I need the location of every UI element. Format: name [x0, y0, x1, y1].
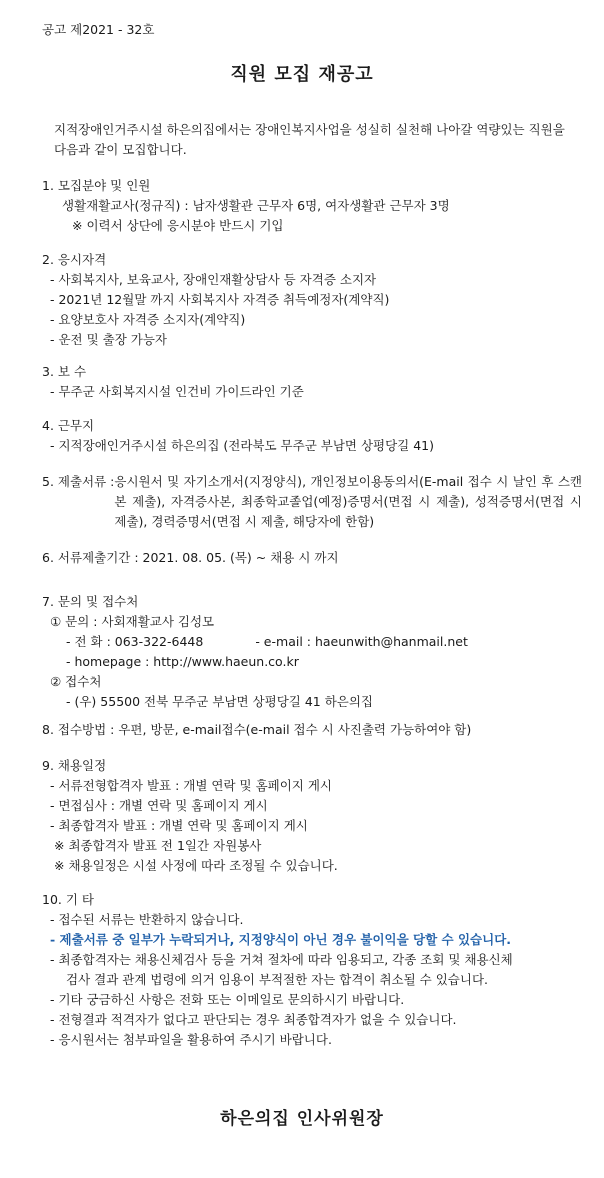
section-method [42, 720, 582, 740]
list-item: - 운전 및 출장 가능자 [50, 332, 168, 347]
section-heading: 10. 기 타 [42, 892, 94, 907]
section-salary [42, 362, 582, 402]
section-heading: 5. 제출서류 : [42, 474, 115, 489]
section-schedule [42, 756, 582, 876]
section-heading: 1. 모집분야 및 인원 [42, 178, 151, 193]
schedule-note: ※ 최종합격자 발표 전 1일간 자원봉사 [54, 838, 262, 853]
list-item: - 2021년 12월말 까지 사회복지사 자격증 취득예정자(계약직) [50, 292, 390, 307]
section-heading: 7. 문의 및 접수처 [42, 594, 139, 609]
section-documents [42, 472, 582, 532]
page-title: 직원 모집 재공고 [230, 64, 374, 85]
section-workplace [42, 416, 582, 456]
list-item: - 기타 궁금하신 사항은 전화 또는 이메일로 문의하시기 바랍니다. [50, 992, 405, 1007]
contact-phone-email [42, 632, 582, 652]
list-item: - 서류전형합격자 발표 : 개별 연락 및 홈페이지 게시 [50, 778, 333, 793]
section-deadline [42, 548, 582, 568]
section-heading: 3. 보 수 [42, 364, 87, 379]
contact-person: ① 문의 : 사회재활교사 김성모 [50, 614, 215, 629]
reception-heading: ② 접수처 [50, 674, 102, 689]
section-contact [42, 592, 582, 712]
recruitment-note: ※ 이력서 상단에 응시분야 반드시 기입 [72, 218, 284, 233]
section-recruitment-field [42, 176, 582, 236]
highlighted-warning: - 제출서류 중 일부가 누락되거나, 지정양식이 아닌 경우 불이익을 당할 수 있습니다. [50, 932, 512, 947]
section-qualifications [42, 250, 582, 350]
list-item: - 접수된 서류는 반환하지 않습니다. [50, 912, 244, 927]
schedule-note: ※ 채용일정은 시설 사정에 따라 조정될 수 있습니다. [54, 858, 338, 873]
method-line: 8. 접수방법 : 우편, 방문, e-mail접수(e-mail 접수 시 사진출력 가능하여야 함) [42, 722, 472, 737]
section-others [42, 890, 582, 1050]
list-item: - 최종합격자는 채용신체검사 등을 거쳐 절차에 따라 임용되고, 각종 조회 및 채용신체 [50, 952, 513, 967]
deadline-line: 6. 서류제출기간 : 2021. 08. 05. (목) ~ 채용 시 까지 [42, 550, 339, 565]
list-item: - 요양보호사 자격증 소지자(계약직) [50, 312, 246, 327]
reception-address: - (우) 55500 전북 무주군 부남면 상평당길 41 하은의집 [66, 694, 373, 709]
section-heading: 2. 응시자격 [42, 252, 107, 267]
list-item: - 전형결과 적격자가 없다고 판단되는 경우 최종합격자가 없을 수 있습니다. [50, 1012, 457, 1027]
notice-number: 공고 제2021 - 32호 [42, 22, 155, 37]
section-heading: 4. 근무지 [42, 418, 95, 433]
recruitment-detail: 생활재활교사(정규직) : 남자생활관 근무자 6명, 여자생활관 근무자 3명 [62, 198, 450, 213]
list-item-continued: 검사 결과 관계 법령에 의거 임용이 부적절한 자는 합격이 취소될 수 있습니다. [66, 972, 489, 987]
list-item: - 지적장애인거주시설 하은의집 (전라북도 무주군 부남면 상평당길 41) [50, 438, 435, 453]
contact-email[interactable]: - e-mail : haeunwith@hanmail.net [255, 634, 468, 649]
documents-text: 응시원서 및 자기소개서(지정양식), 개인정보이용동의서(E-mail 접수 시 날인 후 스캔본 제출), 자격증사본, 최종학교졸업(예정)증명서(면접 시 제출), 성적증명서(면접 시 제출), 경력증명서(면접 시 제출, 해당자에 한함) [114, 474, 582, 529]
section-heading: 9. 채용일정 [42, 758, 107, 773]
list-item: - 최종합격자 발표 : 개별 연락 및 홈페이지 게시 [50, 818, 308, 833]
list-item: - 사회복지사, 보육교사, 장애인재활상담사 등 자격증 소지자 [50, 272, 377, 287]
contact-phone: - 전 화 : 063-322-6448 [66, 634, 204, 649]
signature: 하은의집 인사위원장 [220, 1109, 384, 1129]
list-item: - 무주군 사회복지시설 인건비 가이드라인 기준 [50, 384, 304, 399]
contact-homepage[interactable]: - homepage : http://www.haeun.co.kr [66, 654, 299, 669]
intro-paragraph: 지적장애인거주시설 하은의집에서는 장애인복지사업을 성실히 실천해 나아갈 역량있는 직원을 다음과 같이 모집합니다. [54, 122, 565, 157]
list-item: - 면접심사 : 개별 연락 및 홈페이지 게시 [50, 798, 268, 813]
list-item: - 응시원서는 첨부파일을 활용하여 주시기 바랍니다. [50, 1032, 332, 1047]
